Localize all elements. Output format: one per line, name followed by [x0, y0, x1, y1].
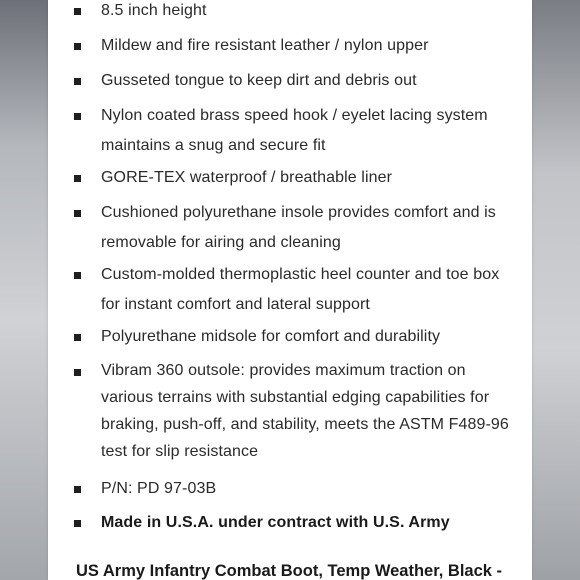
bullet-icon [74, 43, 81, 50]
product-title: US Army Infantry Combat Boot, Temp Weather, Black - [76, 562, 503, 580]
feature-text: Polyurethane midsole for comfort and durability [101, 328, 441, 345]
bullet-icon [74, 369, 81, 376]
feature-text: 8.5 inch height [101, 2, 207, 19]
bullet-icon [74, 78, 81, 85]
feature-text: P/N: PD 97-03B [101, 480, 217, 497]
feature-text: Vibram 360 outsole: provides maximum traction on various terrains with substantial edging capabilities for braking, push-off, and stability, meets the ASTM F489-96 test for slip resistance [101, 362, 509, 460]
background-left-edge [0, 0, 48, 580]
feature-text: Cushioned polyurethane insole provides comfort and is removable for airing and cleaning [101, 204, 496, 251]
feature-text: Gusseted tongue to keep dirt and debris out [101, 72, 417, 89]
bullet-icon [74, 486, 81, 493]
feature-text: Made in U.S.A. under contract with U.S. Army [101, 514, 450, 531]
background-right-edge [532, 0, 580, 580]
bullet-icon [74, 8, 81, 15]
bullet-icon [74, 520, 81, 527]
bullet-icon [74, 113, 81, 120]
feature-text: Nylon coated brass speed hook / eyelet lacing system maintains a snug and secure fit [101, 107, 488, 154]
feature-text: GORE-TEX waterproof / breathable liner [101, 169, 393, 186]
product-description-card [48, 0, 532, 580]
feature-text: Custom-molded thermoplastic heel counter and toe box for instant comfort and lateral support [101, 266, 500, 313]
bullet-icon [74, 175, 81, 182]
feature-text: Mildew and fire resistant leather / nylon upper [101, 37, 429, 54]
bullet-icon [74, 272, 81, 279]
bullet-icon [74, 210, 81, 217]
bullet-icon [74, 334, 81, 341]
